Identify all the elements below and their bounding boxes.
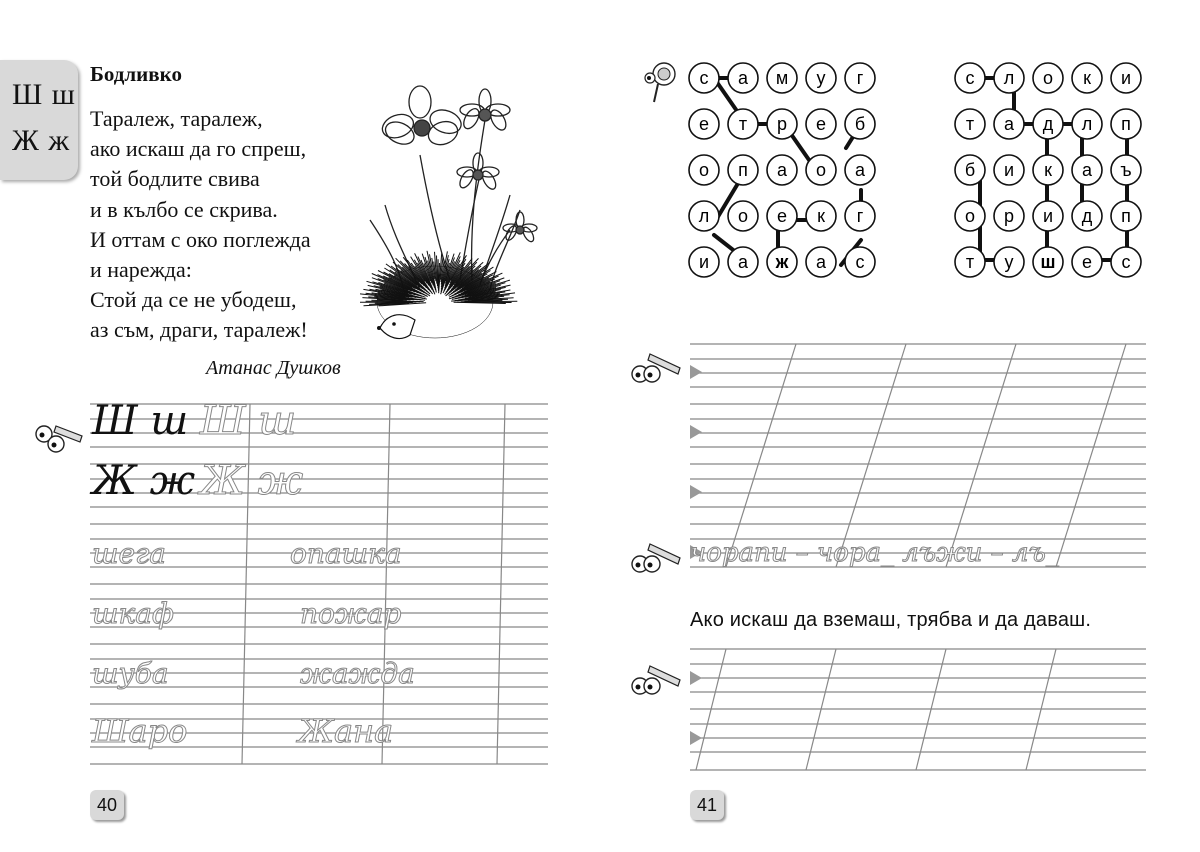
svg-text:к: к (1044, 160, 1052, 180)
svg-text:е: е (1081, 252, 1093, 272)
svg-text:ъ: ъ (1120, 160, 1132, 180)
traced-sh-sample: Ш ш (200, 398, 297, 444)
svg-text:е: е (776, 206, 788, 226)
letter-grid-left (686, 60, 886, 290)
grid-right-letter-node (1072, 201, 1102, 231)
pencil-eyes-icon (628, 660, 686, 700)
svg-text:ш: ш (1040, 252, 1056, 272)
svg-text:т: т (738, 114, 748, 134)
proverb: Ако искаш да вземаш, трябва и да даваш. (690, 609, 1092, 631)
grid-right-letter-node (1033, 63, 1063, 93)
svg-text:у: у (816, 68, 826, 88)
svg-text:а: а (815, 252, 827, 272)
tab-letter-sh: Ш ш (12, 78, 76, 111)
poem-line: аз съм, драги, таралеж! (90, 317, 308, 343)
svg-text:г: г (856, 68, 864, 88)
svg-text:и: и (1120, 68, 1132, 88)
svg-text:о: о (737, 206, 749, 226)
svg-text:р: р (1003, 206, 1015, 226)
traced-word: жажда (300, 657, 415, 690)
grid-right-letter-node (1033, 155, 1063, 185)
grid-right-letter-node (1033, 201, 1063, 231)
traced-word: Шаро (92, 712, 188, 750)
svg-text:и: и (698, 252, 710, 272)
svg-text:б: б (854, 114, 866, 134)
grid-left-letter-node (728, 247, 758, 277)
grid-left-letter-node (845, 201, 875, 231)
grid-right-letter-node (955, 201, 985, 231)
svg-text:о: о (815, 160, 827, 180)
script-sh-sample: Ш ш (92, 398, 189, 444)
grid-right-letter-node (1111, 155, 1141, 185)
svg-text:а: а (1003, 114, 1015, 134)
grid-right-letter-node (1033, 247, 1063, 277)
grid-right-letter-node (994, 109, 1024, 139)
svg-text:к: к (817, 206, 825, 226)
grid-right-letter-node (1111, 201, 1141, 231)
svg-text:ж: ж (775, 252, 789, 272)
grid-left-letter-node (689, 63, 719, 93)
grid-right-letter-node (1111, 109, 1141, 139)
grid-right-letter-node (994, 247, 1024, 277)
grid-left-letter-node (689, 201, 719, 231)
grid-left-letter-node (806, 201, 836, 231)
letter-grid-right (952, 60, 1152, 290)
svg-text:т: т (965, 252, 975, 272)
grid-left-letter-node (845, 63, 875, 93)
poem-title: Бодливко (90, 62, 182, 86)
grid-right-letter-node (955, 155, 985, 185)
grid-left-letter-node (728, 63, 758, 93)
grid-left-letter-node (845, 109, 875, 139)
svg-text:а: а (854, 160, 866, 180)
grid-left-letter-node (728, 201, 758, 231)
traced-word: шуба (92, 657, 169, 690)
grid-right-letter-node (955, 109, 985, 139)
grid-right-letter-node (1072, 63, 1102, 93)
grid-right-letter-node (1072, 155, 1102, 185)
grid-left-letter-node (806, 109, 836, 139)
page-number-left: 40 (90, 790, 124, 820)
svg-text:к: к (1083, 68, 1091, 88)
grid-right-letter-node (994, 63, 1024, 93)
svg-text:о: о (1042, 68, 1054, 88)
svg-text:с: с (855, 252, 865, 272)
grid-right-letter-node (955, 247, 985, 277)
poem-line: Стой да се не убодеш, (90, 287, 297, 313)
grid-left-letter-node (728, 109, 758, 139)
pencil-eyes-icon (628, 348, 686, 388)
grid-left-letter-node (845, 155, 875, 185)
grid-right-letter-node (994, 155, 1024, 185)
traced-word: опашка (290, 537, 402, 570)
traced-exercise: чорапи – чора_ лъжи – лъ_ (690, 538, 1059, 568)
traced-word: пожар (300, 597, 402, 630)
svg-text:г: г (856, 206, 864, 226)
poem-line: и нарежда: (90, 256, 192, 282)
svg-text:д: д (1081, 206, 1093, 226)
grid-left-letter-node (689, 155, 719, 185)
poem-body (90, 104, 311, 346)
svg-text:д: д (1042, 114, 1054, 134)
grid-right-letter-node (1033, 109, 1063, 139)
svg-text:а: а (776, 160, 788, 180)
svg-text:л: л (1081, 114, 1093, 134)
script-zh-sample: Ж ж (92, 458, 196, 504)
traced-word: шега (92, 537, 166, 570)
svg-text:м: м (775, 68, 789, 88)
poem-line: той бодлите свива (90, 166, 260, 192)
grid-left-letter-node (767, 201, 797, 231)
svg-text:у: у (1004, 252, 1014, 272)
poem-author: Атанас Душков (206, 357, 341, 379)
grid-left-letter-node (806, 247, 836, 277)
poem-line: и в кълбо се скрива. (90, 196, 278, 222)
letter-tab (0, 60, 78, 180)
grid-left-letter-node (767, 63, 797, 93)
svg-text:л: л (698, 206, 710, 226)
grid-right-letter-node (1111, 247, 1141, 277)
svg-text:а: а (1081, 160, 1093, 180)
svg-text:е: е (698, 114, 710, 134)
page-number-right: 41 (690, 790, 724, 820)
svg-text:р: р (776, 114, 788, 134)
poem-line: Таралеж, таралеж, (90, 106, 263, 131)
svg-text:п: п (1121, 114, 1131, 134)
hedgehog-flowers-illustration (360, 80, 550, 350)
traced-word: шкаф (92, 597, 174, 630)
poem-line: ако искаш да го спреш, (90, 136, 307, 162)
svg-text:а: а (737, 252, 749, 272)
svg-text:п: п (1121, 206, 1131, 226)
svg-text:п: п (738, 160, 748, 180)
svg-text:а: а (737, 68, 749, 88)
pencil-eyes-icon (628, 538, 686, 578)
svg-text:с: с (1121, 252, 1131, 272)
grid-left-letter-node (806, 63, 836, 93)
grid-left-letter-node (767, 155, 797, 185)
svg-text:с: с (965, 68, 975, 88)
svg-text:е: е (815, 114, 827, 134)
tab-letter-zh: Ж ж (12, 124, 71, 157)
grid-right-letter-node (1072, 247, 1102, 277)
svg-text:л: л (1003, 68, 1015, 88)
magnifier-eyes-icon (642, 60, 682, 106)
grid-left-letter-node (845, 247, 875, 277)
svg-text:б: б (964, 160, 976, 180)
svg-text:и: и (1003, 160, 1015, 180)
grid-right-letter-node (1111, 63, 1141, 93)
traced-word: Жана (298, 712, 394, 750)
pencil-eyes-icon (30, 412, 88, 462)
svg-text:о: о (698, 160, 710, 180)
traced-zh-sample: Ж ж (200, 458, 304, 504)
grid-right-letter-node (1072, 109, 1102, 139)
svg-text:с: с (699, 68, 709, 88)
grid-left-letter-node (689, 109, 719, 139)
grid-right-letter-node (994, 201, 1024, 231)
svg-text:т: т (965, 114, 975, 134)
grid-left-letter-node (689, 247, 719, 277)
grid-left-letter-node (728, 155, 758, 185)
grid-left-letter-node (806, 155, 836, 185)
svg-text:о: о (964, 206, 976, 226)
grid-right-letter-node (955, 63, 985, 93)
right-writing-lines-bottom (686, 640, 1148, 780)
poem-line: И оттам с око поглежда (90, 226, 311, 252)
grid-left-letter-node (767, 109, 797, 139)
grid-left-letter-node (767, 247, 797, 277)
svg-text:и: и (1042, 206, 1054, 226)
